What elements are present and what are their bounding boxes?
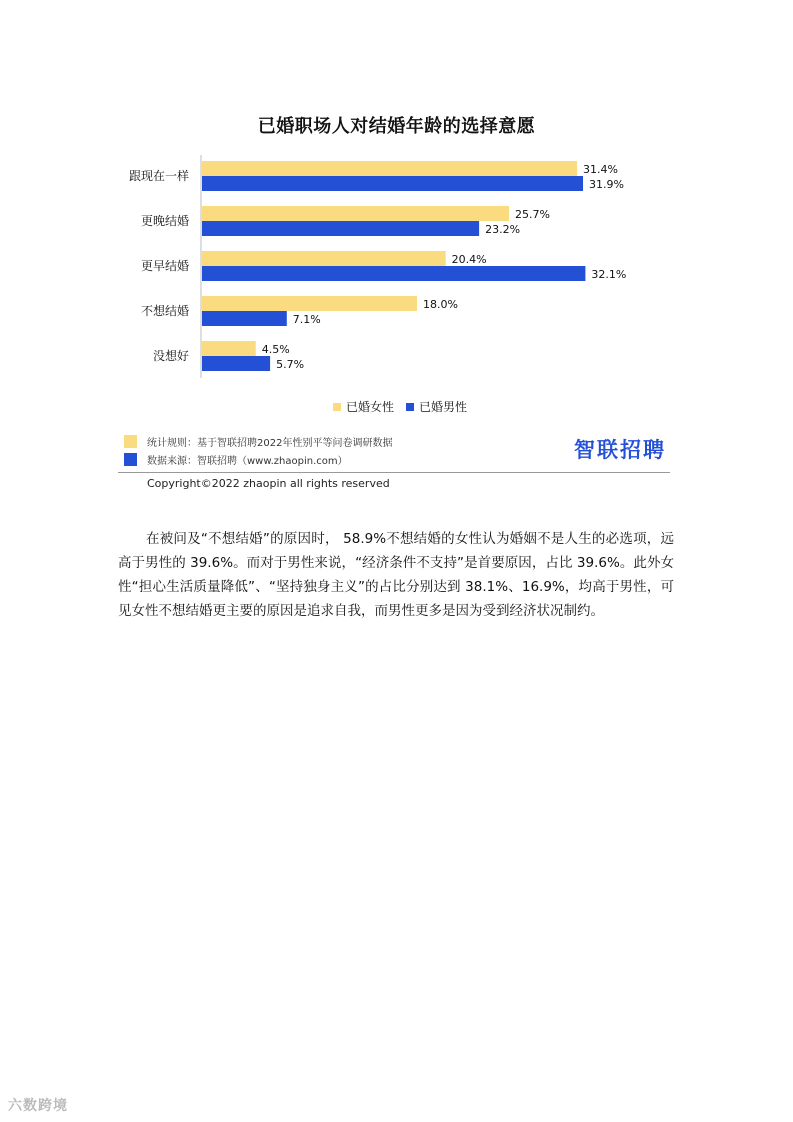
data-label: 31.4% <box>583 163 619 176</box>
legend-item-male <box>406 398 467 415</box>
copyright-text: Copyright©2022 zhaopin all rights reserved <box>147 477 390 490</box>
legend-swatch-female <box>333 403 341 411</box>
data-label: 7.1% <box>292 313 321 326</box>
data-label: 5.7% <box>276 358 305 371</box>
bar-male <box>202 266 585 281</box>
bar-female <box>202 296 417 311</box>
bar-male <box>202 176 583 191</box>
category-label: 更早结婚 <box>140 259 189 273</box>
bar-female <box>202 161 577 176</box>
bar-female <box>202 206 509 221</box>
bar-male <box>202 311 287 326</box>
legend-label-male: 已婚男性 <box>419 400 468 414</box>
footer-source-text: 数据来源：智联招聘（www.zhaopin.com） <box>147 456 348 467</box>
legend-label-female: 已婚女性 <box>346 400 395 414</box>
category-label: 没想好 <box>152 349 189 363</box>
data-label: 25.7% <box>514 208 550 221</box>
data-label: 31.9% <box>589 178 624 191</box>
category-label: 跟现在一样 <box>128 169 189 183</box>
footer-rule-square <box>124 435 137 448</box>
chart-legend <box>333 398 467 415</box>
footer-source-row <box>124 452 348 467</box>
bar-male <box>202 356 270 371</box>
category-label: 更晚结婚 <box>140 214 189 228</box>
bar-chart <box>0 0 793 400</box>
data-label: 32.1% <box>591 268 627 281</box>
data-label: 20.4% <box>451 253 487 266</box>
category-label: 不想结婚 <box>140 304 189 318</box>
bar-female <box>202 341 256 356</box>
data-label: 4.5% <box>261 343 290 356</box>
footer-rule-row <box>124 434 392 449</box>
legend-item-female <box>333 398 394 415</box>
footer-source-square <box>124 453 137 466</box>
zhaopin-logo: 智联招聘 <box>574 438 666 462</box>
data-label: 18.0% <box>423 298 458 311</box>
bar-male <box>202 221 479 236</box>
footer-rule-text: 统计规则：基于智联招聘2022年性别平等问卷调研数据 <box>147 438 393 449</box>
bar-female <box>202 251 446 266</box>
legend-swatch-male <box>406 403 414 411</box>
watermark-text: 六数跨境 <box>8 1098 68 1114</box>
body-paragraph: 在被问及“不想结婚”的原因时， 58.9%不想结婚的女性认为婚姻不是人生的必选项，远高于男性的 39.6%。而对于男性来说，“经济条件不支持”是首要原因，占比 39.6%。此外女性“担心生活质量降低”、“坚持独身主义”的占比分别达到 38.1%、16.9%，均高于男性，可见女性不想结婚更主要的原因是追求自我，而男性更多是因为受到经济状况制约。 <box>118 531 674 619</box>
chart-title: 已婚职场人对结婚年龄的选择意愿 <box>257 116 536 137</box>
chart-footer <box>118 428 670 473</box>
data-label: 23.2% <box>485 223 521 236</box>
